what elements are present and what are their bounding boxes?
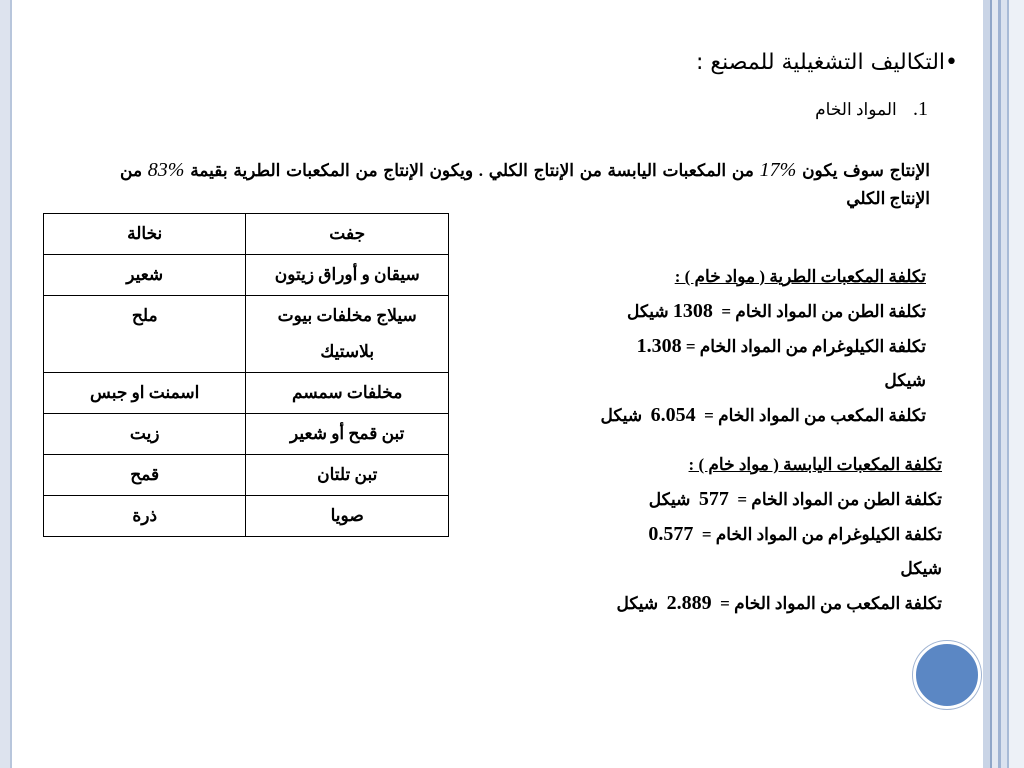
table-row — [44, 296, 449, 373]
dry-kg-value: 0.577 — [648, 523, 694, 545]
wet-ton-value: 1308 — [672, 300, 713, 322]
table-cell-left: شعير — [44, 255, 246, 296]
dry-ton-unit: شيكل — [648, 490, 691, 509]
wet-cube-label: تكلفة المكعب من المواد الخام = — [704, 406, 926, 425]
heading-text: التكاليف التشغيلية للمصنع : — [696, 50, 946, 75]
wet-cube-value: 6.054 — [650, 404, 696, 426]
dry-kg-unit: شيكل — [900, 559, 942, 578]
dry-cube-value: 2.889 — [666, 592, 712, 614]
table-cell-right: جفت — [246, 214, 449, 255]
table-cell-left: قمح — [44, 455, 246, 496]
dry-kg-label: تكلفة الكيلوغرام من المواد الخام = — [701, 525, 942, 544]
right-decor-stripe — [1009, 0, 1024, 768]
wet-kg-cost — [466, 329, 926, 364]
table-row — [44, 214, 449, 255]
table-row — [44, 373, 449, 414]
dry-cube-unit: شيكل — [616, 594, 659, 613]
wet-kg-label: تكلفة الكيلوغرام من المواد الخام = — [685, 337, 926, 356]
decor-circle — [913, 641, 981, 709]
left-decor-stripe — [0, 0, 10, 768]
dry-ton-value: 577 — [698, 488, 729, 510]
wet-ton-label: تكلفة الطن من المواد الخام = — [721, 302, 926, 321]
right-decor-stripe — [983, 0, 990, 768]
wet-cube-cost — [466, 398, 926, 433]
table-cell-left: ملح — [44, 296, 246, 373]
item-label: المواد الخام — [815, 100, 897, 119]
dry-ton-cost — [482, 482, 942, 517]
dry-cube-label: تكلفة المكعب من المواد الخام = — [720, 594, 942, 613]
table-cell-right: تبن تلتان — [246, 455, 449, 496]
dry-kg-unit-line — [482, 552, 942, 586]
dry-cubes-cost-block — [482, 448, 942, 621]
wet-kg-unit-line — [466, 364, 926, 398]
item-number: .1 — [913, 98, 928, 120]
wet-cube-unit: شيكل — [600, 406, 643, 425]
intro-pct-2: 83% — [147, 159, 185, 181]
wet-ton-cost — [466, 294, 926, 329]
slide-heading — [358, 50, 958, 75]
intro-paragraph — [120, 156, 930, 213]
numbered-item — [528, 98, 928, 121]
intro-text-3: من الإنتاج الكلي — [120, 161, 930, 208]
table-cell-left: نخالة — [44, 214, 246, 255]
table-cell-right: سيقان و أوراق زيتون — [246, 255, 449, 296]
dry-cube-cost — [482, 586, 942, 621]
intro-text-1: الإنتاج سوف يكون — [802, 161, 930, 180]
table-row — [44, 414, 449, 455]
table-cell-left: زيت — [44, 414, 246, 455]
table-cell-right: مخلفات سمسم — [246, 373, 449, 414]
left-decor-line — [10, 0, 12, 768]
dry-ton-label: تكلفة الطن من المواد الخام = — [737, 490, 942, 509]
table-row — [44, 496, 449, 537]
wet-ton-unit: شيكل — [626, 302, 669, 321]
intro-pct-1: 17% — [759, 159, 797, 181]
dry-block-title: تكلفة المكعبات اليابسة ( مواد خام ) : — [688, 455, 942, 474]
table-cell-right: سيلاج مخلفات بيوت بلاستيك — [246, 296, 449, 373]
wet-cubes-cost-block — [466, 260, 926, 433]
table-cell-left: اسمنت او جبس — [44, 373, 246, 414]
table-cell-left: ذرة — [44, 496, 246, 537]
wet-kg-unit: شيكل — [884, 371, 926, 390]
bullet-icon: • — [945, 50, 958, 75]
intro-text-2: من المكعبات اليابسة من الإنتاج الكلي . ويكون الإنتاج من المكعبات الطرية بقيمة — [190, 161, 754, 180]
wet-block-title: تكلفة المكعبات الطرية ( مواد خام ) : — [674, 267, 926, 286]
table-row — [44, 255, 449, 296]
table-row — [44, 455, 449, 496]
table-cell-right: تبن قمح أو شعير — [246, 414, 449, 455]
wet-kg-value: 1.308 — [636, 335, 682, 357]
dry-kg-cost — [482, 517, 942, 552]
table-cell-right: صويا — [246, 496, 449, 537]
materials-table — [43, 213, 449, 537]
